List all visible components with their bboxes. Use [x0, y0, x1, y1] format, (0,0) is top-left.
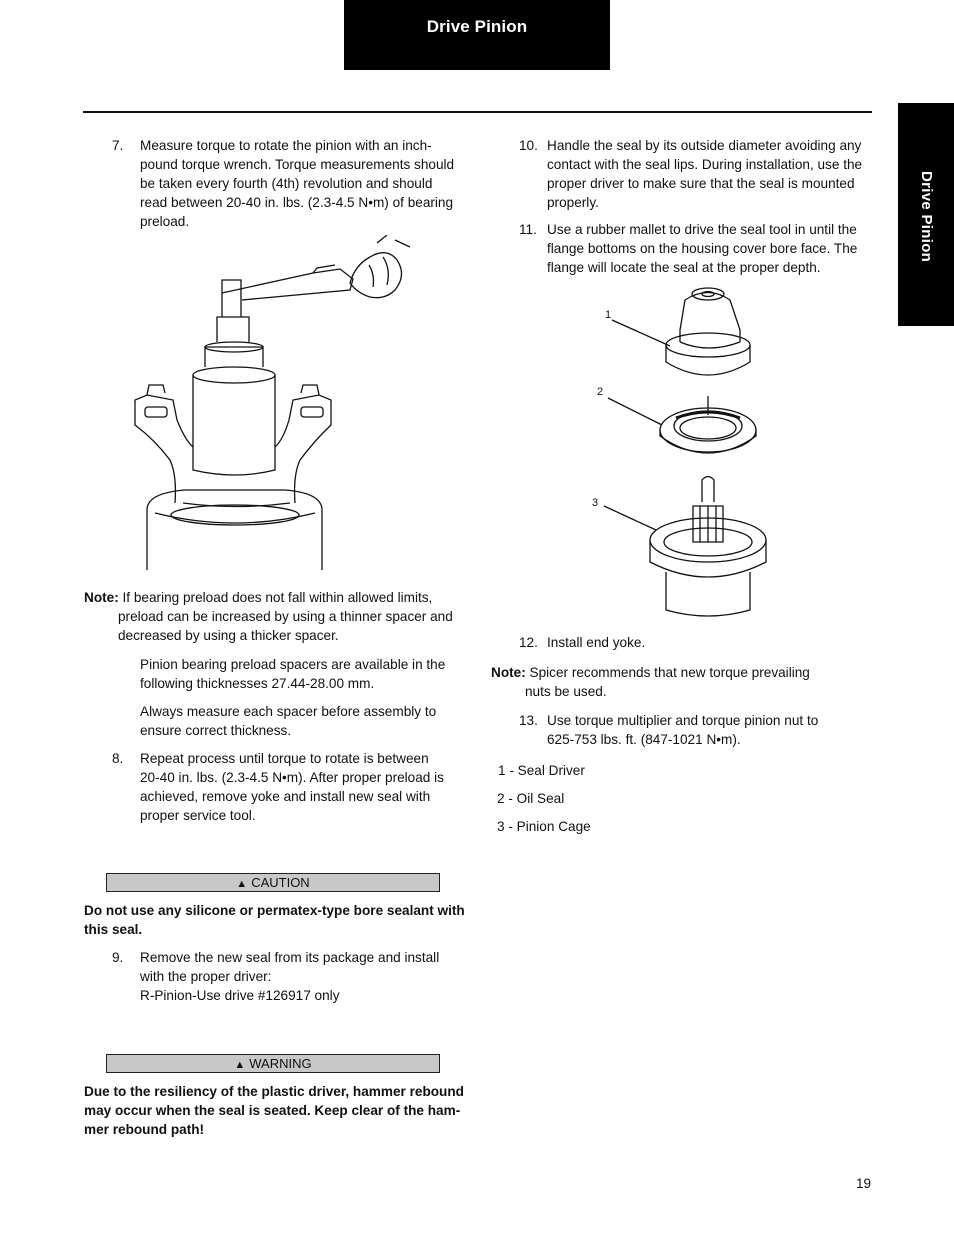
warning-text [84, 1082, 464, 1139]
step-12-text: Install end yoke. [547, 635, 646, 650]
step-9-line: with the proper driver: [140, 969, 272, 984]
step-10-line: contact with the seal lips. During installation, use the [547, 157, 863, 172]
step-9-line: R-Pinion-Use drive #126917 only [140, 988, 340, 1003]
step-9-number: 9. [112, 950, 124, 965]
step-8-line: Repeat process until torque to rotate is between [140, 751, 429, 766]
step-8-text [140, 749, 444, 825]
caution-line: this seal. [84, 922, 143, 937]
page-header-tab [344, 0, 610, 70]
note-1-line: decreased by using a thicker spacer. [118, 628, 339, 643]
header-divider [83, 111, 872, 113]
note-2 [491, 663, 810, 682]
seal-installation-illustration [590, 280, 790, 620]
step-7-text [140, 136, 454, 231]
note-2-first-line: Spicer recommends that new torque prevailing [529, 665, 810, 680]
legend-item: 1 - Seal Driver [498, 763, 585, 778]
page-number: 19 [856, 1176, 872, 1191]
callout-3: 3 [592, 497, 599, 509]
measure-line: Always measure each spacer before assembly to [140, 704, 437, 719]
torque-wrench-illustration [125, 235, 425, 575]
step-11-number: 11. [519, 222, 537, 237]
note-1 [84, 588, 432, 607]
note-1-line: preload can be increased by using a thinner spacer and [118, 609, 453, 624]
note-2-label: Note: [491, 665, 526, 680]
warning-triangle-icon: ▲ [234, 1059, 246, 1071]
caution-text [84, 901, 465, 939]
side-section-label: Drive Pinion [918, 171, 935, 263]
step-10-text [547, 136, 862, 212]
warning-line: may occur when the seal is seated. Keep clear of the ham- [84, 1103, 461, 1118]
note-1-first-line: If bearing preload does not fall within allowed limits, [122, 590, 433, 605]
step-8-line: 20-40 in. lbs. (2.3-4.5 N•m). After proper preload is [140, 770, 444, 785]
step-9-text [140, 948, 439, 1005]
caution-bar [106, 873, 440, 892]
legend-item: 2 - Oil Seal [497, 791, 565, 806]
measure-line: ensure correct thickness. [140, 723, 292, 738]
step-10-line: properly. [547, 195, 599, 210]
step-13-number: 13. [519, 713, 538, 728]
step-13-text [547, 711, 818, 749]
step-7-number: 7. [112, 138, 124, 153]
step-10-number: 10. [519, 138, 538, 153]
measure-paragraph [140, 702, 436, 740]
step-8-line: proper service tool. [140, 808, 256, 823]
step-8-number: 8. [112, 751, 124, 766]
caution-label: CAUTION [251, 875, 310, 890]
step-10-line: Handle the seal by its outside diameter avoiding any [547, 138, 862, 153]
callout-1: 1 [605, 309, 612, 321]
legend-item: 3 - Pinion Cage [497, 819, 591, 834]
step-12-number: 12. [519, 635, 538, 650]
step-7-line: pound torque wrench. Torque measurements should [140, 157, 455, 172]
warning-line: Due to the resiliency of the plastic driver, hammer rebound [84, 1084, 464, 1099]
spacers-line: following thicknesses 27.44-28.00 mm. [140, 676, 375, 691]
warning-triangle-icon: ▲ [236, 878, 248, 890]
note-1-label: Note: [84, 590, 119, 605]
warning-bar [106, 1054, 440, 1073]
step-11-line: flange bottoms on the housing cover bore face. The [547, 241, 858, 256]
step-11-line: Use a rubber mallet to drive the seal tool in until the [547, 222, 857, 237]
step-9-line: Remove the new seal from its package and install [140, 950, 440, 965]
caution-line: Do not use any silicone or permatex-type bore sealant with [84, 903, 465, 918]
warning-label: WARNING [249, 1056, 312, 1071]
step-7-line: Measure torque to rotate the pinion with an inch- [140, 138, 432, 153]
step-10-line: proper driver to make sure that the seal is mounted [547, 176, 855, 191]
step-11-text [547, 220, 857, 277]
step-8-line: achieved, remove yoke and install new seal with [140, 789, 431, 804]
side-section-tab [898, 103, 954, 326]
warning-line: mer rebound path! [84, 1122, 205, 1137]
callout-2: 2 [597, 386, 604, 398]
step-7-line: preload. [140, 214, 190, 229]
step-13-line: Use torque multiplier and torque pinion nut to [547, 713, 819, 728]
step-13-line: 625-753 lbs. ft. (847-1021 N•m). [547, 732, 741, 747]
spacers-line: Pinion bearing preload spacers are available in the [140, 657, 446, 672]
spacers-paragraph [140, 655, 445, 693]
step-11-line: flange will locate the seal at the proper depth. [547, 260, 821, 275]
step-7-line: be taken every fourth (4th) revolution and should [140, 176, 433, 191]
note-2-continued: nuts be used. [525, 684, 607, 699]
note-1-continued [118, 607, 453, 645]
page-header-title: Drive Pinion [426, 17, 528, 36]
step-7-line: read between 20-40 in. lbs. (2.3-4.5 N•m) of bearing [140, 195, 454, 210]
